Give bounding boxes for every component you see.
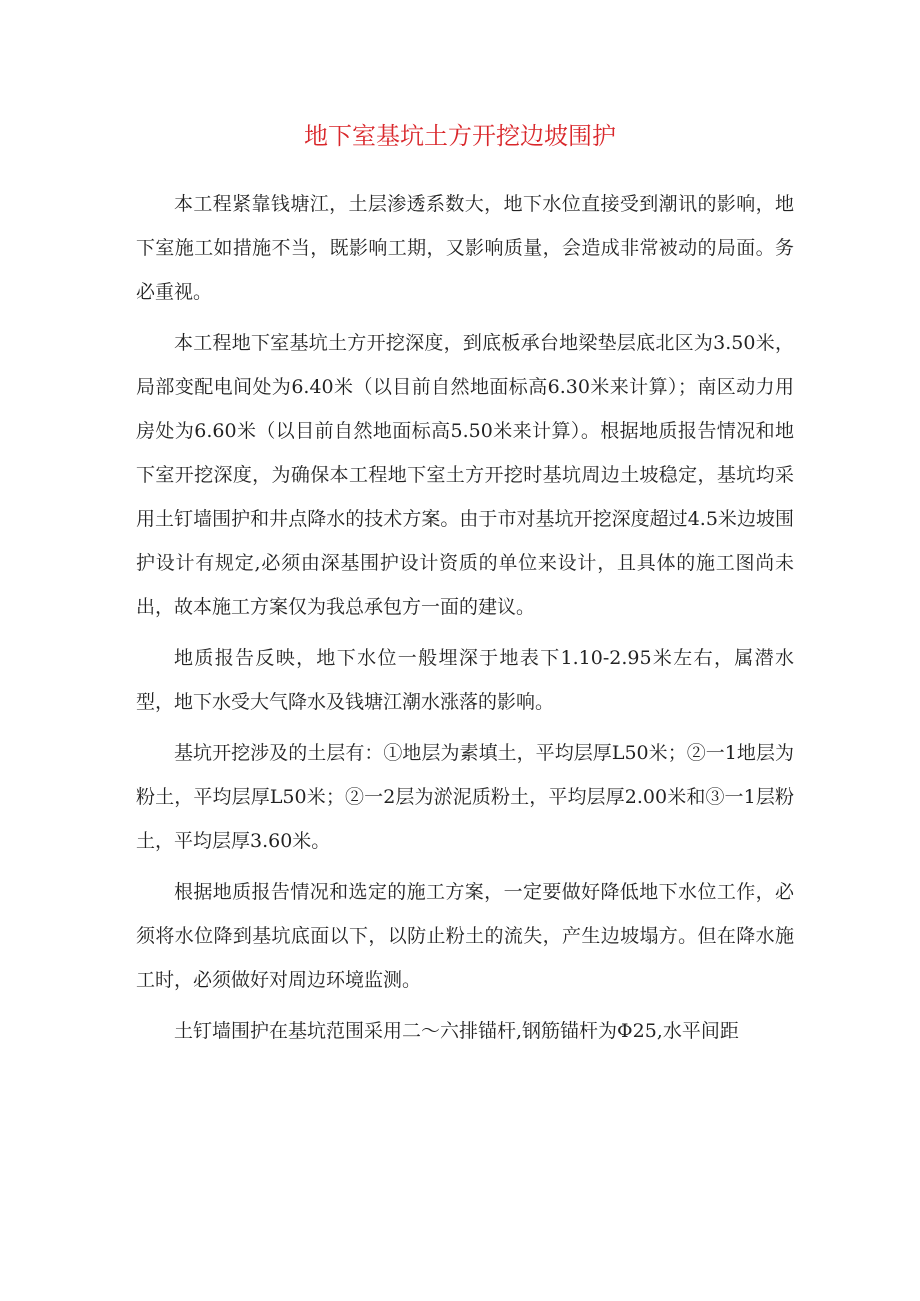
paragraph-5: 根据地质报告情况和选定的施工方案，一定要做好降低地下水位工作，必须将水位降到基坑底面以下，以防止粉土的流失，产生边坡塌方。但在降水施工时，必须做好对周边环境监测。 <box>136 881 794 991</box>
paragraph-3: 地质报告反映，地下水位一般埋深于地表下1.10-2.95米左右，属潜水型，地下水受大气降水及钱塘江潮水涨落的影响。 <box>136 647 794 713</box>
paragraph-6: 土钉墙围护在基坑范围采用二～六排锚杆,钢筋锚杆为Φ25,水平间距 <box>174 1020 739 1042</box>
paragraph-1: 本工程紧靠钱塘江，土层渗透系数大，地下水位直接受到潮讯的影响，地下室施工如措施不当，既影响工期，又影响质量，会造成非常被动的局面。务必重视。 <box>136 193 794 303</box>
paragraph-4: 基坑开挖涉及的土层有：①地层为素填土，平均层厚L50米；②一1地层为粉土，平均层厚L50米；②一2层为淤泥质粉土，平均层厚2.00米和③一1层粉土，平均层厚3.60米。 <box>136 742 794 852</box>
document-body <box>136 182 794 1060</box>
paragraph-2: 本工程地下室基坑土方开挖深度，到底板承台地梁垫层底北区为3.50米，局部变配电间处为6.40米（以目前自然地面标高6.30米来计算）；南区动力用房处为6.60米（以目前自然地面标高5.50米来计算）。根据地质报告情况和地下室开挖深度，为确保本工程地下室土方开挖时基坑周边土坡稳定，基坑均采用土钉墙围护和井点降水的技术方案。由于市对基坑开挖深度超过4.5米边坡围护设计有规定,必须由深基围护设计资质的单位来设计，且具体的施工图尚未出，故本施工方案仅为我总承包方一面的建议。 <box>136 332 794 618</box>
document-title: 地下室基坑土方开挖边坡围护 <box>304 122 616 150</box>
